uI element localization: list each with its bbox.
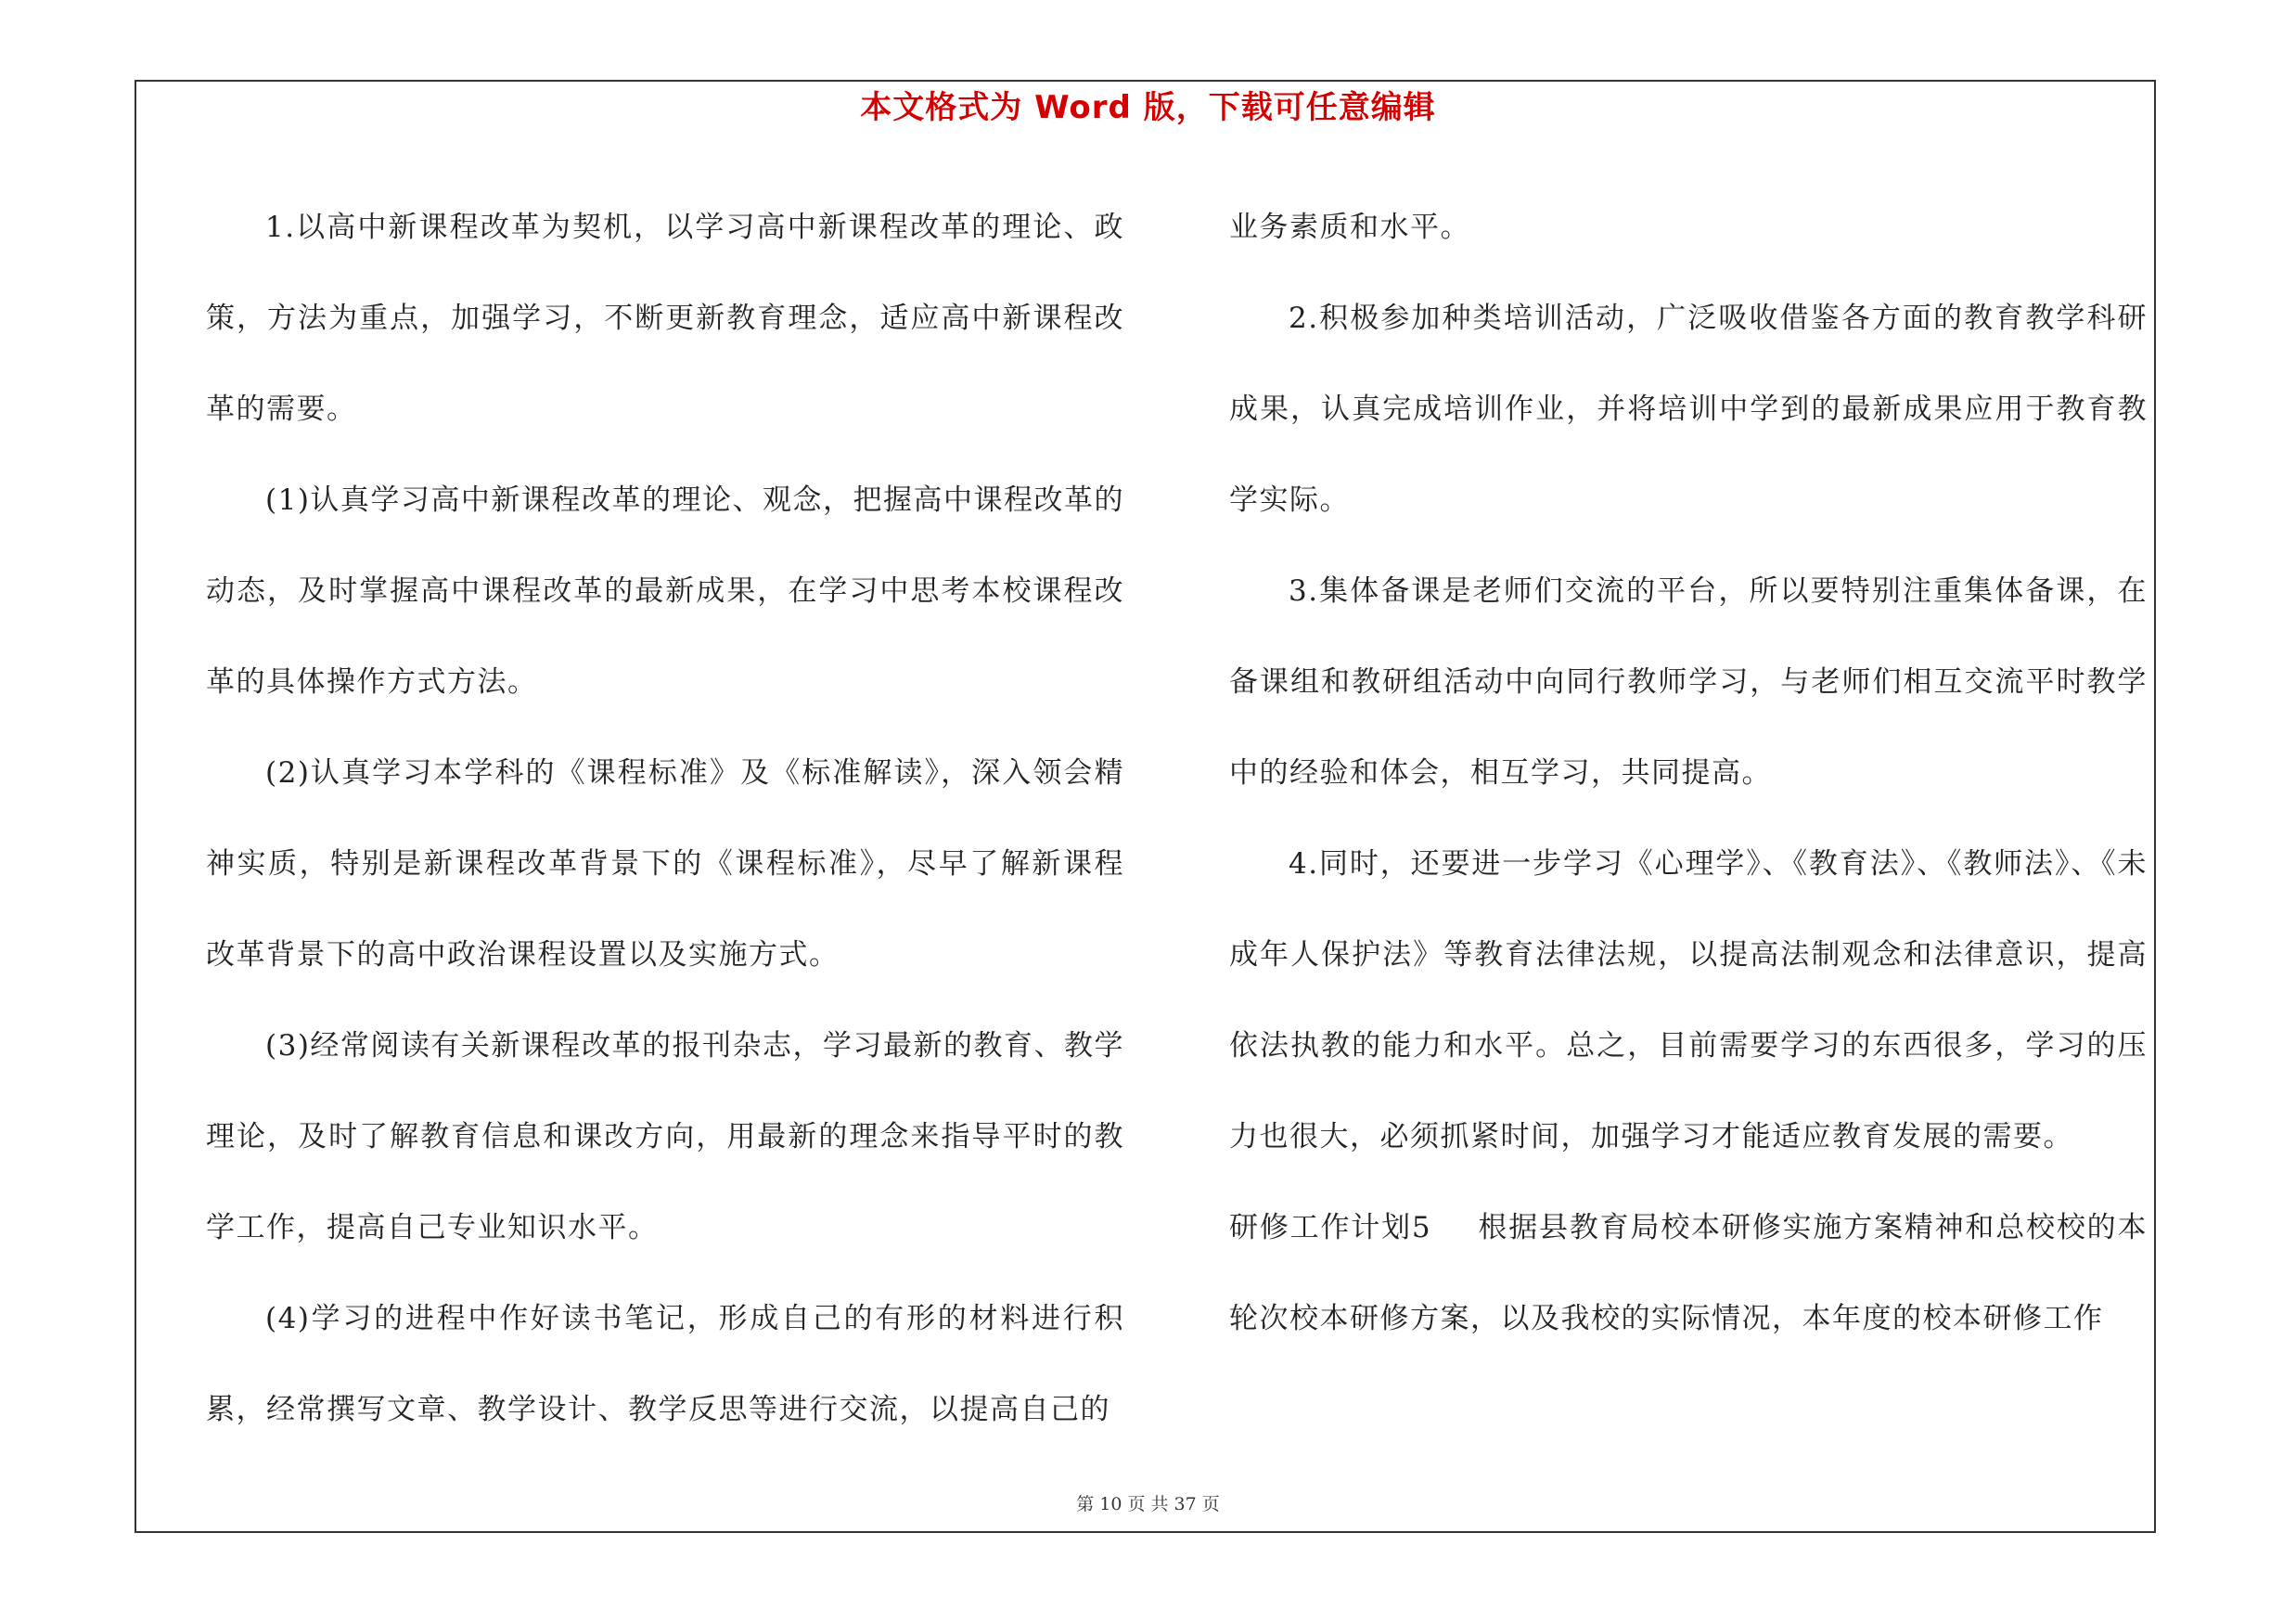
paragraph-1: 1.以高中新课程改革为契机，以学习高中新课程改革的理论、政策，方法为重点，加强学习，不断更新教育理念，适应高中新课程改革的需要。	[206, 211, 1124, 426]
right-column	[1229, 182, 2148, 1364]
paragraph-1-2: (2)认真学习本学科的《课程标准》及《标准解读》，深入领会精神实质，特别是新课程改革背景下的《课程标准》，尽早了解新课程改革背景下的高中政治课程设置以及实施方式。	[206, 756, 1124, 972]
section-heading: 研修工作计划5	[1229, 1211, 1432, 1244]
format-banner: 本文格式为 Word 版，下载可任意编辑	[860, 89, 1436, 126]
paragraph-1-4: (4)学习的进程中作好读书笔记，形成自己的有形的材料进行积累，经常撰写文章、教学设计、教学反思等进行交流，以提高自己的	[206, 1302, 1124, 1426]
left-column	[206, 182, 1124, 1455]
page-footer	[0, 1492, 2296, 1516]
section-text: 根据县教育局校本研修实施方案精神和总校校的本轮次校本研修方案，以及我校的实际情况，本年度的校本研修工作	[1229, 1211, 2148, 1335]
current-page-number: 10	[1099, 1494, 1122, 1514]
footer-middle: 页 共	[1127, 1494, 1169, 1514]
section-paragraph	[1229, 1182, 2148, 1364]
paragraph-1-1: (1)认真学习高中新课程改革的理论、观念，把握高中课程改革的动态，及时掌握高中课程改革的最新成果，在学习中思考本校课程改革的具体操作方式方法。	[206, 483, 1124, 699]
paragraph-4: 4.同时，还要进一步学习《心理学》、《教育法》、《教师法》、《未成年人保护法》等教育法律法规，以提高法制观念和法律意识，提高依法执教的能力和水平。总之，目前需要学习的东西很多，学习的压力也很大，必须抓紧时间，加强学习才能适应教育发展的需要。	[1229, 847, 2148, 1153]
footer-prefix: 第	[1076, 1494, 1095, 1514]
paragraph-continuation: 业务素质和水平。	[1229, 211, 1470, 244]
footer-suffix: 页	[1201, 1494, 1220, 1514]
paragraph-3: 3.集体备课是老师们交流的平台，所以要特别注重集体备课，在备课组和教研组活动中向同行教师学习，与老师们相互交流平时教学中的经验和体会，相互学习，共同提高。	[1229, 574, 2148, 790]
paragraph-1-3: (3)经常阅读有关新课程改革的报刊杂志，学习最新的教育、教学理论，及时了解教育信息和课改方向，用最新的理念来指导平时的教学工作，提高自己专业知识水平。	[206, 1029, 1124, 1244]
paragraph-2: 2.积极参加种类培训活动，广泛吸收借鉴各方面的教育教学科研成果，认真完成培训作业，并将培训中学到的最新成果应用于教育教学实际。	[1229, 302, 2148, 517]
total-page-count: 37	[1174, 1494, 1197, 1514]
